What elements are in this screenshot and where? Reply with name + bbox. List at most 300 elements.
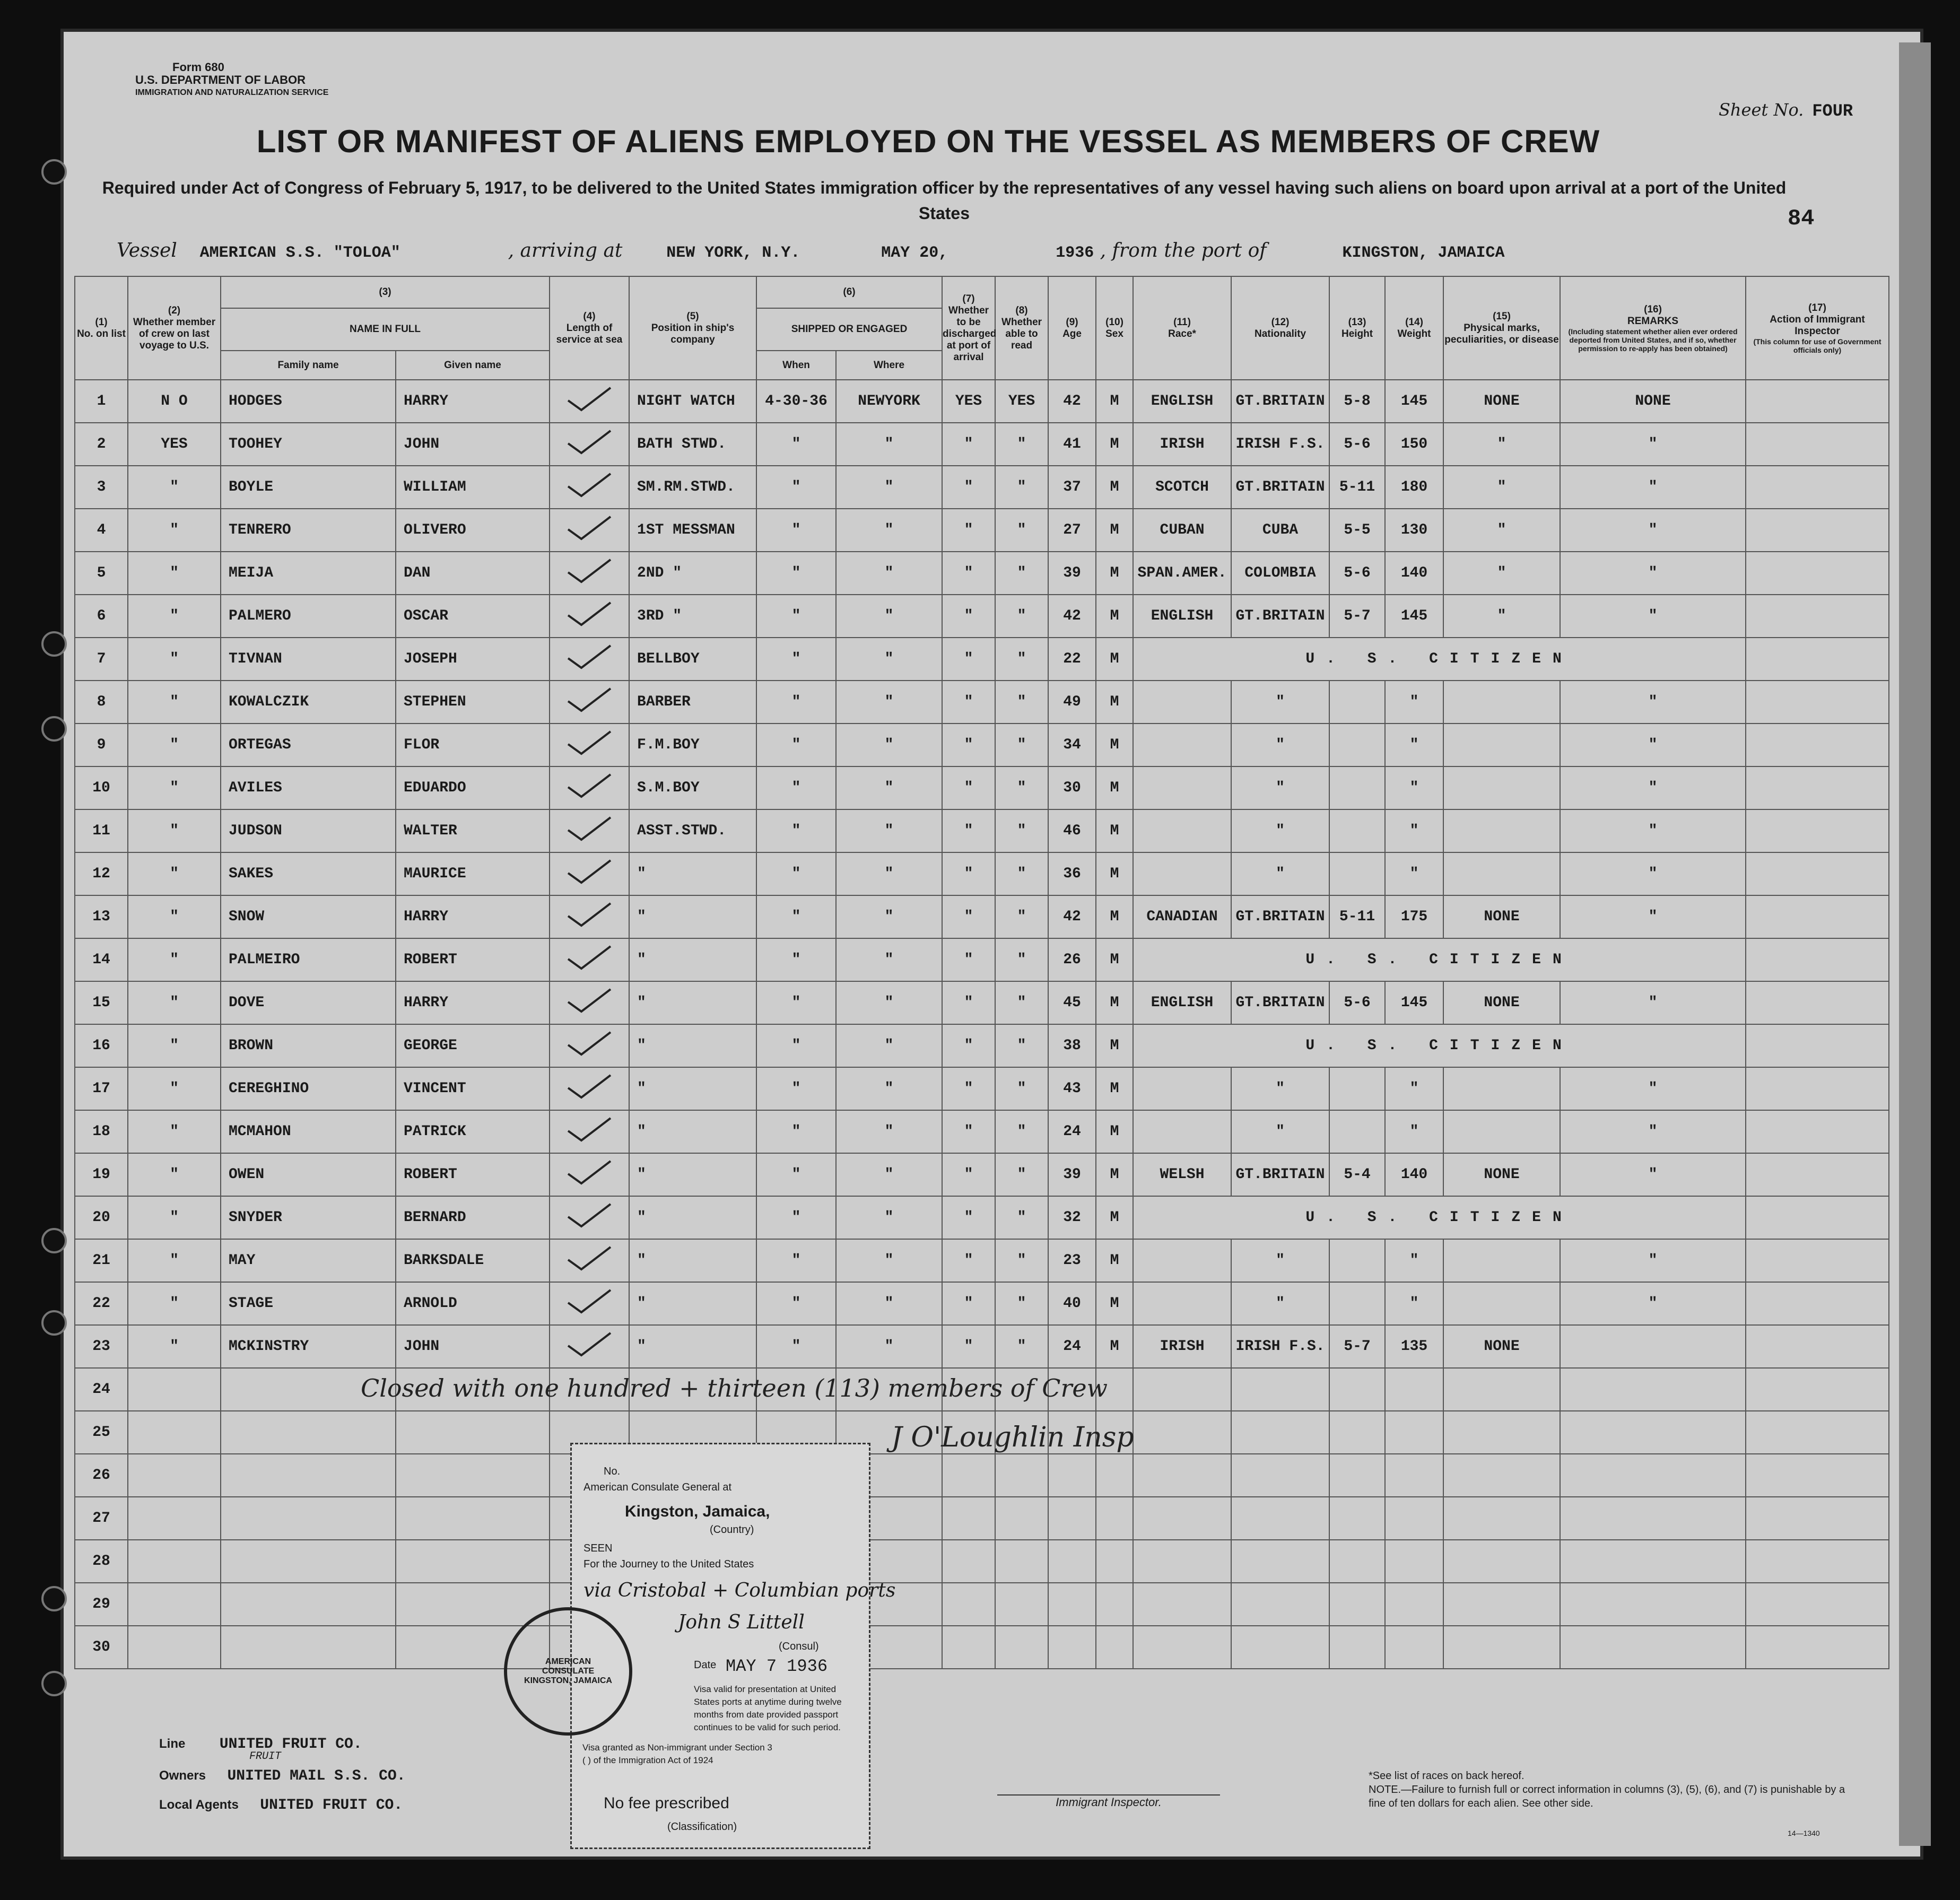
cell-age	[1048, 1540, 1096, 1583]
cell-where: "	[836, 681, 942, 724]
cell-age	[1048, 1497, 1096, 1540]
cell-race: CANADIAN	[1133, 895, 1231, 938]
cell-race: ENGLISH	[1133, 981, 1231, 1024]
cell-remarks: "	[1560, 1282, 1746, 1325]
cell-action	[1746, 1497, 1889, 1540]
cell-nat: CUBA	[1231, 509, 1329, 552]
cell-weight: "	[1385, 766, 1443, 809]
cell-when: "	[756, 1282, 836, 1325]
cell-when: "	[756, 766, 836, 809]
cell-where: "	[836, 509, 942, 552]
cell-no: 17	[75, 1067, 128, 1110]
cell-prev: "	[128, 766, 221, 809]
cell-disch: "	[942, 852, 995, 895]
cell-when: "	[756, 938, 836, 981]
binder-hole	[41, 1671, 67, 1696]
service-check	[550, 1024, 629, 1067]
from-port: KINGSTON, JAMAICA	[1342, 244, 1505, 262]
table-row	[75, 1067, 1889, 1110]
cell-disch: "	[942, 766, 995, 809]
cell-given: VINCENT	[396, 1067, 550, 1110]
cell-weight	[1385, 1626, 1443, 1669]
table-row	[75, 638, 1889, 681]
cell-remarks: "	[1560, 766, 1746, 809]
table-row	[75, 1196, 1889, 1239]
cell-height	[1329, 1282, 1385, 1325]
col-name: (3)	[221, 276, 550, 308]
cell-race	[1133, 1454, 1231, 1497]
cell-disch: "	[942, 638, 995, 681]
cell-family: PALMERO	[221, 595, 396, 638]
cell-family: TENRERO	[221, 509, 396, 552]
cell-sex: M	[1096, 681, 1133, 724]
check-mark-icon	[565, 643, 613, 670]
agents-label: Local Agents	[159, 1798, 239, 1812]
cell-disch: "	[942, 509, 995, 552]
cell-family: MCKINSTRY	[221, 1325, 396, 1368]
cell-prev: "	[128, 724, 221, 766]
col-read: (8) Whether able to read	[995, 276, 1048, 380]
cell-race: ENGLISH	[1133, 595, 1231, 638]
cell-family: KOWALCZIK	[221, 681, 396, 724]
cell-no: 26	[75, 1454, 128, 1497]
check-mark-icon	[565, 729, 613, 756]
cell-action	[1746, 423, 1889, 466]
cell-no: 5	[75, 552, 128, 595]
cell-age: 32	[1048, 1196, 1096, 1239]
cell-read: "	[995, 895, 1048, 938]
cell-read	[995, 1540, 1048, 1583]
cell-action	[1746, 1540, 1889, 1583]
cell-action	[1746, 681, 1889, 724]
cell-action	[1746, 1239, 1889, 1282]
cell-marks	[1443, 1239, 1560, 1282]
cell-age: 27	[1048, 509, 1096, 552]
cell-given: ARNOLD	[396, 1282, 550, 1325]
cell-sex: M	[1096, 466, 1133, 509]
race-note: *See list of races on back hereof.	[1369, 1770, 1525, 1782]
cell-race	[1133, 1282, 1231, 1325]
cell-no: 18	[75, 1110, 128, 1153]
cell-action	[1746, 380, 1889, 423]
cell-marks	[1443, 852, 1560, 895]
cell-marks	[1443, 724, 1560, 766]
cell-prev: "	[128, 1153, 221, 1196]
cell-where: "	[836, 981, 942, 1024]
check-mark-icon	[565, 1245, 613, 1271]
cell-weight: 145	[1385, 380, 1443, 423]
cell-nat: COLOMBIA	[1231, 552, 1329, 595]
cell-nat: "	[1231, 1282, 1329, 1325]
cell-nat: GT.BRITAIN	[1231, 981, 1329, 1024]
cell-when: "	[756, 1153, 836, 1196]
cell-weight	[1385, 1454, 1443, 1497]
cell-age	[1048, 1626, 1096, 1669]
cell-pos: F.M.BOY	[629, 724, 756, 766]
page-number: 84	[1788, 206, 1815, 231]
cell-family: MEIJA	[221, 552, 396, 595]
cell-remarks: "	[1560, 595, 1746, 638]
cell-nat: GT.BRITAIN	[1231, 595, 1329, 638]
cell-family: AVILES	[221, 766, 396, 809]
cell-height: 5-6	[1329, 981, 1385, 1024]
cell-sex: M	[1096, 1282, 1133, 1325]
cell-read	[995, 1497, 1048, 1540]
cell-nat: IRISH F.S.	[1231, 423, 1329, 466]
cell-age: 42	[1048, 895, 1096, 938]
cell-pos: "	[629, 1110, 756, 1153]
cell-when: "	[756, 1196, 836, 1239]
penalty-note: NOTE.—Failure to furnish full or correct information in columns (3), (5), (6), and (7) is punishable by a fine of ten dollars for each alien. See other side.	[1369, 1784, 1845, 1809]
cell-height: 5-5	[1329, 509, 1385, 552]
cell-age	[1048, 1583, 1096, 1626]
cell-weight: 140	[1385, 1153, 1443, 1196]
cell-race	[1133, 681, 1231, 724]
cell-given	[396, 1411, 550, 1454]
check-mark-icon	[565, 1116, 613, 1143]
cell-age: 43	[1048, 1067, 1096, 1110]
cell-prev: "	[128, 852, 221, 895]
cell-marks	[1443, 1368, 1560, 1411]
cell-sex: M	[1096, 1239, 1133, 1282]
cell-given: STEPHEN	[396, 681, 550, 724]
cell-pos: 3RD "	[629, 595, 756, 638]
cell-action	[1746, 1626, 1889, 1669]
cell-prev	[128, 1454, 221, 1497]
cell-where: "	[836, 466, 942, 509]
inspector-label: Immigrant Inspector.	[997, 1794, 1220, 1809]
cell-read: "	[995, 466, 1048, 509]
cell-race: ENGLISH	[1133, 380, 1231, 423]
cell-race	[1133, 766, 1231, 809]
inspector-signature: J O'Loughlin Insp	[891, 1422, 1134, 1453]
cell-height: 5-11	[1329, 895, 1385, 938]
cell-when: 4-30-36	[756, 380, 836, 423]
cell-no: 25	[75, 1411, 128, 1454]
cell-remarks	[1560, 1583, 1746, 1626]
service-check	[550, 852, 629, 895]
cell-disch: "	[942, 1239, 995, 1282]
cell-pos: "	[629, 1325, 756, 1368]
cell-family: CEREGHINO	[221, 1067, 396, 1110]
cell-where: "	[836, 724, 942, 766]
service-check	[550, 938, 629, 981]
cell-nat	[1231, 1583, 1329, 1626]
cell-pos: "	[629, 981, 756, 1024]
service-check	[550, 895, 629, 938]
owners-value: UNITED MAIL S.S. CO.	[227, 1768, 406, 1784]
cell-no: 13	[75, 895, 128, 938]
cell-pos: "	[629, 1282, 756, 1325]
cell-disch: "	[942, 1067, 995, 1110]
cell-height: 5-6	[1329, 423, 1385, 466]
cell-action	[1746, 766, 1889, 809]
cell-height: 5-7	[1329, 595, 1385, 638]
footer-agents	[159, 1797, 403, 1814]
cell-nat: "	[1231, 1067, 1329, 1110]
cell-nat	[1231, 1454, 1329, 1497]
cell-age: 45	[1048, 981, 1096, 1024]
cell-marks: NONE	[1443, 1325, 1560, 1368]
cell-remarks: "	[1560, 895, 1746, 938]
cell-no: 22	[75, 1282, 128, 1325]
cell-no: 23	[75, 1325, 128, 1368]
cell-weight	[1385, 1368, 1443, 1411]
cell-no: 27	[75, 1497, 128, 1540]
cell-disch: "	[942, 938, 995, 981]
table-row	[75, 1024, 1889, 1067]
service-check	[550, 1239, 629, 1282]
cell-action	[1746, 1454, 1889, 1497]
cell-disch: "	[942, 724, 995, 766]
cell-read: "	[995, 595, 1048, 638]
cell-read: "	[995, 852, 1048, 895]
service-check	[550, 595, 629, 638]
cell-weight: 135	[1385, 1325, 1443, 1368]
col-height: (13) Height	[1329, 276, 1385, 380]
cell-where: "	[836, 1239, 942, 1282]
cell-where: "	[836, 1325, 942, 1368]
stamp-date-label: Date	[694, 1659, 717, 1671]
cell-age: 38	[1048, 1024, 1096, 1067]
table-row	[75, 595, 1889, 638]
vessel-line	[117, 240, 1505, 262]
service-check	[550, 766, 629, 809]
cell-read: "	[995, 509, 1048, 552]
cell-when: "	[756, 552, 836, 595]
table-row	[75, 724, 1889, 766]
col-name-label: NAME IN FULL	[221, 308, 550, 351]
cell-family	[221, 1454, 396, 1497]
table-row	[75, 1540, 1889, 1583]
cell-citizen: U. S. CITIZEN	[1133, 1024, 1746, 1067]
cell-prev: YES	[128, 423, 221, 466]
cell-family: DOVE	[221, 981, 396, 1024]
cell-nat	[1231, 1497, 1329, 1540]
table-row	[75, 981, 1889, 1024]
cell-nat: "	[1231, 681, 1329, 724]
cell-family: BOYLE	[221, 466, 396, 509]
footer-notes	[1369, 1769, 1846, 1810]
cell-action	[1746, 1110, 1889, 1153]
cell-weight: "	[1385, 809, 1443, 852]
check-mark-icon	[565, 386, 613, 412]
col-weight: (14) Weight	[1385, 276, 1443, 380]
cell-no: 29	[75, 1583, 128, 1626]
cell-marks: "	[1443, 466, 1560, 509]
check-mark-icon	[565, 987, 613, 1014]
cell-sex: M	[1096, 809, 1133, 852]
cell-marks	[1443, 681, 1560, 724]
cell-when: "	[756, 1024, 836, 1067]
cell-read: "	[995, 1196, 1048, 1239]
from-label: , from the port of	[1100, 240, 1267, 262]
stamp-validity: Visa valid for presentation at United States ports at anytime during twelve months from date provided passport continues to be valid for such period.	[694, 1684, 842, 1732]
service-check	[550, 1325, 629, 1368]
cell-pos: "	[629, 852, 756, 895]
cell-remarks: "	[1560, 724, 1746, 766]
table-row	[75, 681, 1889, 724]
cell-family: TIVNAN	[221, 638, 396, 681]
cell-disch	[942, 1626, 995, 1669]
cell-given: MAURICE	[396, 852, 550, 895]
cell-weight: 145	[1385, 595, 1443, 638]
cell-sex: M	[1096, 938, 1133, 981]
cell-nat	[1231, 1626, 1329, 1669]
cell-disch	[942, 1583, 995, 1626]
cell-prev: "	[128, 1282, 221, 1325]
cell-age: 37	[1048, 466, 1096, 509]
service-check	[550, 423, 629, 466]
cell-read: "	[995, 1239, 1048, 1282]
cell-weight: "	[1385, 852, 1443, 895]
cell-weight: 175	[1385, 895, 1443, 938]
cell-race	[1133, 1583, 1231, 1626]
cell-family	[221, 1540, 396, 1583]
cell-pos: "	[629, 1153, 756, 1196]
binder-hole	[41, 159, 67, 185]
arrival-year: 1936	[1056, 244, 1094, 262]
cell-read: "	[995, 1325, 1048, 1368]
cell-read	[995, 1626, 1048, 1669]
check-mark-icon	[565, 600, 613, 627]
service-check	[550, 1110, 629, 1153]
cell-sex: M	[1096, 1153, 1133, 1196]
table-row	[75, 1497, 1889, 1540]
cell-weight	[1385, 1497, 1443, 1540]
cell-nat: "	[1231, 724, 1329, 766]
cell-sex	[1096, 1540, 1133, 1583]
cell-family: SNYDER	[221, 1196, 396, 1239]
cell-read: "	[995, 423, 1048, 466]
cell-disch: "	[942, 423, 995, 466]
cell-sex: M	[1096, 1196, 1133, 1239]
cell-prev	[128, 1411, 221, 1454]
cell-nat: "	[1231, 809, 1329, 852]
cell-pos: 1ST MESSMAN	[629, 509, 756, 552]
cell-nat: GT.BRITAIN	[1231, 466, 1329, 509]
cell-prev: "	[128, 1325, 221, 1368]
cell-read: "	[995, 1110, 1048, 1153]
col-sex: (10) Sex	[1096, 276, 1133, 380]
cell-weight: "	[1385, 681, 1443, 724]
cell-remarks	[1560, 1626, 1746, 1669]
cell-action	[1746, 724, 1889, 766]
check-mark-icon	[565, 515, 613, 541]
binder-hole	[41, 1310, 67, 1336]
stamp-no: No.	[604, 1466, 621, 1477]
cell-pos: S.M.BOY	[629, 766, 756, 809]
consul-signature: John S Littell	[678, 1611, 805, 1633]
col-no: (1) No. on list	[75, 276, 128, 380]
cell-no: 16	[75, 1024, 128, 1067]
cell-no: 28	[75, 1540, 128, 1583]
cell-age: 30	[1048, 766, 1096, 809]
cell-sex: M	[1096, 1067, 1133, 1110]
cell-prev: "	[128, 638, 221, 681]
cell-read: YES	[995, 380, 1048, 423]
cell-when: "	[756, 423, 836, 466]
form-number: Form 680	[172, 60, 224, 74]
stamp-granted: Visa granted as Non-immigrant under Section 3 ( ) of the Immigration Act of 1924	[582, 1742, 772, 1765]
cell-given: HARRY	[396, 895, 550, 938]
cell-where: "	[836, 809, 942, 852]
cell-where: "	[836, 595, 942, 638]
cell-pos: "	[629, 1024, 756, 1067]
cell-pos: "	[629, 1067, 756, 1110]
cell-given: PATRICK	[396, 1110, 550, 1153]
closing-note: Closed with one hundred + thirteen (113) members of Crew	[361, 1374, 1108, 1402]
cell-sex: M	[1096, 509, 1133, 552]
cell-when: "	[756, 809, 836, 852]
cell-sex: M	[1096, 552, 1133, 595]
page-subtitle: Required under Act of Congress of February 5, 1917, to be delivered to the United States immigration officer by the representatives of any vessel having such aliens on board upon arrival at a port of the United States	[102, 178, 1787, 223]
cell-no: 9	[75, 724, 128, 766]
cell-when: "	[756, 595, 836, 638]
line-value: UNITED FRUIT CO.	[219, 1736, 362, 1753]
cell-prev	[128, 1583, 221, 1626]
sheet-label: Sheet No.	[1719, 100, 1804, 120]
cell-age: 41	[1048, 423, 1096, 466]
cell-no: 11	[75, 809, 128, 852]
cell-remarks: "	[1560, 466, 1746, 509]
cell-pos: BELLBOY	[629, 638, 756, 681]
cell-age: 40	[1048, 1282, 1096, 1325]
service-check	[550, 724, 629, 766]
cell-disch	[942, 1497, 995, 1540]
cell-given: BARKSDALE	[396, 1239, 550, 1282]
cell-given	[396, 1583, 550, 1626]
cell-action	[1746, 509, 1889, 552]
cell-no: 1	[75, 380, 128, 423]
cell-where: "	[836, 552, 942, 595]
cell-prev: "	[128, 1110, 221, 1153]
cell-given: JOHN	[396, 1325, 550, 1368]
cell-disch: "	[942, 895, 995, 938]
service-check	[550, 638, 629, 681]
cell-marks: "	[1443, 552, 1560, 595]
cell-weight	[1385, 1540, 1443, 1583]
cell-when: "	[756, 981, 836, 1024]
cell-prev: "	[128, 552, 221, 595]
arriving-label: , arriving at	[508, 240, 623, 262]
cell-read: "	[995, 1067, 1048, 1110]
service-check	[550, 509, 629, 552]
check-mark-icon	[565, 901, 613, 928]
vessel-name: AMERICAN S.S. "TOLOA"	[199, 244, 400, 262]
cell-no: 3	[75, 466, 128, 509]
table-row	[75, 466, 1889, 509]
cell-height	[1329, 1411, 1385, 1454]
service-check	[550, 1153, 629, 1196]
cell-no: 12	[75, 852, 128, 895]
cell-marks	[1443, 1583, 1560, 1626]
cell-remarks: "	[1560, 509, 1746, 552]
cell-when: "	[756, 895, 836, 938]
service-check	[550, 1282, 629, 1325]
cell-family	[221, 1497, 396, 1540]
col-where: Where	[836, 351, 942, 380]
cell-prev	[128, 1540, 221, 1583]
sheet-value: FOUR	[1812, 101, 1853, 121]
cell-action	[1746, 1325, 1889, 1368]
cell-given: HARRY	[396, 981, 550, 1024]
cell-pos: BATH STWD.	[629, 423, 756, 466]
cell-remarks	[1560, 1454, 1746, 1497]
cell-read	[995, 1454, 1048, 1497]
arrival-date: MAY 20,	[881, 244, 948, 262]
cell-disch: "	[942, 552, 995, 595]
